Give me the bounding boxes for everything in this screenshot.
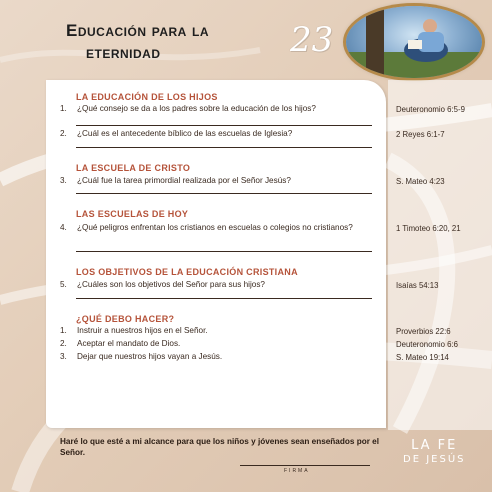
answer-line-4[interactable] (76, 251, 372, 252)
bible-reference-6: Proverbios 22:6 (396, 327, 451, 336)
question-text: ¿Qué peligros enfrentan los cristianos en escuelas o colegios no cristianos? (77, 223, 353, 232)
question-1 (60, 104, 360, 115)
bible-reference-1: Deuteronomio 6:5-9 (396, 105, 465, 114)
item-text: Instruir a nuestros hijos en el Señor. (77, 326, 208, 335)
question-number: 5. (60, 280, 67, 289)
photo-illustration (346, 6, 482, 78)
brand-line-2: DE JESÚS (403, 454, 466, 465)
header-photo (346, 6, 482, 78)
action-item-1 (60, 326, 360, 337)
brand-logo (403, 438, 465, 465)
action-item-2 (60, 339, 360, 350)
question-text: ¿Cuál fue la tarea primordial realizada por el Señor Jesús? (77, 176, 291, 185)
question-number: 4. (60, 223, 67, 232)
question-3 (60, 176, 360, 187)
bible-reference-4: 1 Timoteo 6:20, 21 (396, 224, 461, 233)
item-text: Aceptar el mandato de Dios. (77, 339, 181, 348)
signature-label: FIRMA (284, 468, 310, 474)
question-number: 3. (60, 176, 67, 185)
question-5 (60, 280, 360, 291)
question-text: ¿Cuáles son los objetivos del Señor para sus hijos? (77, 280, 265, 289)
bible-reference-7: Deuteronomio 6:6 (396, 340, 458, 349)
page-title (66, 20, 209, 64)
section-heading-4: LOS OBJETIVOS DE LA EDUCACIÓN CRISTIANA (76, 267, 298, 277)
brand-line-1: LA FE (411, 438, 458, 453)
item-number: 3. (60, 352, 67, 361)
bible-reference-5: Isaías 54:13 (396, 281, 439, 290)
question-number: 1. (60, 104, 67, 113)
question-text: ¿Cuál es el antecedente bíblico de las escuelas de Iglesia? (77, 129, 293, 138)
question-4 (60, 223, 360, 234)
bible-reference-3: S. Mateo 4:23 (396, 177, 445, 186)
answer-line-1[interactable] (76, 125, 372, 126)
answer-line-2[interactable] (76, 147, 372, 148)
lesson-number: 23 (290, 20, 334, 60)
commitment-text: Haré lo que esté a mi alcance para que los niños y jóvenes sean enseñados por el Señor. (60, 437, 379, 457)
question-text: ¿Qué consejo se da a los padres sobre la educación de los hijos? (77, 104, 316, 113)
bible-reference-8: S. Mateo 19:14 (396, 353, 449, 362)
section-heading-2: LA ESCUELA DE CRISTO (76, 163, 191, 173)
item-text: Dejar que nuestros hijos vayan a Jesús. (77, 352, 223, 361)
answer-line-3[interactable] (76, 193, 372, 194)
answer-line-5[interactable] (76, 298, 372, 299)
section-heading-5: ¿QUÉ DEBO HACER? (76, 314, 175, 324)
item-number: 1. (60, 326, 67, 335)
action-item-3 (60, 352, 360, 363)
question-2 (60, 129, 360, 140)
question-number: 2. (60, 129, 67, 138)
title-line-2: eternidad (86, 43, 161, 62)
title-line-1: Educación para la (66, 21, 210, 40)
section-heading-1: LA EDUCACIÓN DE LOS HIJOS (76, 92, 218, 102)
signature-line[interactable] (240, 465, 370, 466)
bible-reference-2: 2 Reyes 6:1-7 (396, 130, 445, 139)
item-number: 2. (60, 339, 67, 348)
section-heading-3: LAS ESCUELAS DE HOY (76, 209, 189, 219)
